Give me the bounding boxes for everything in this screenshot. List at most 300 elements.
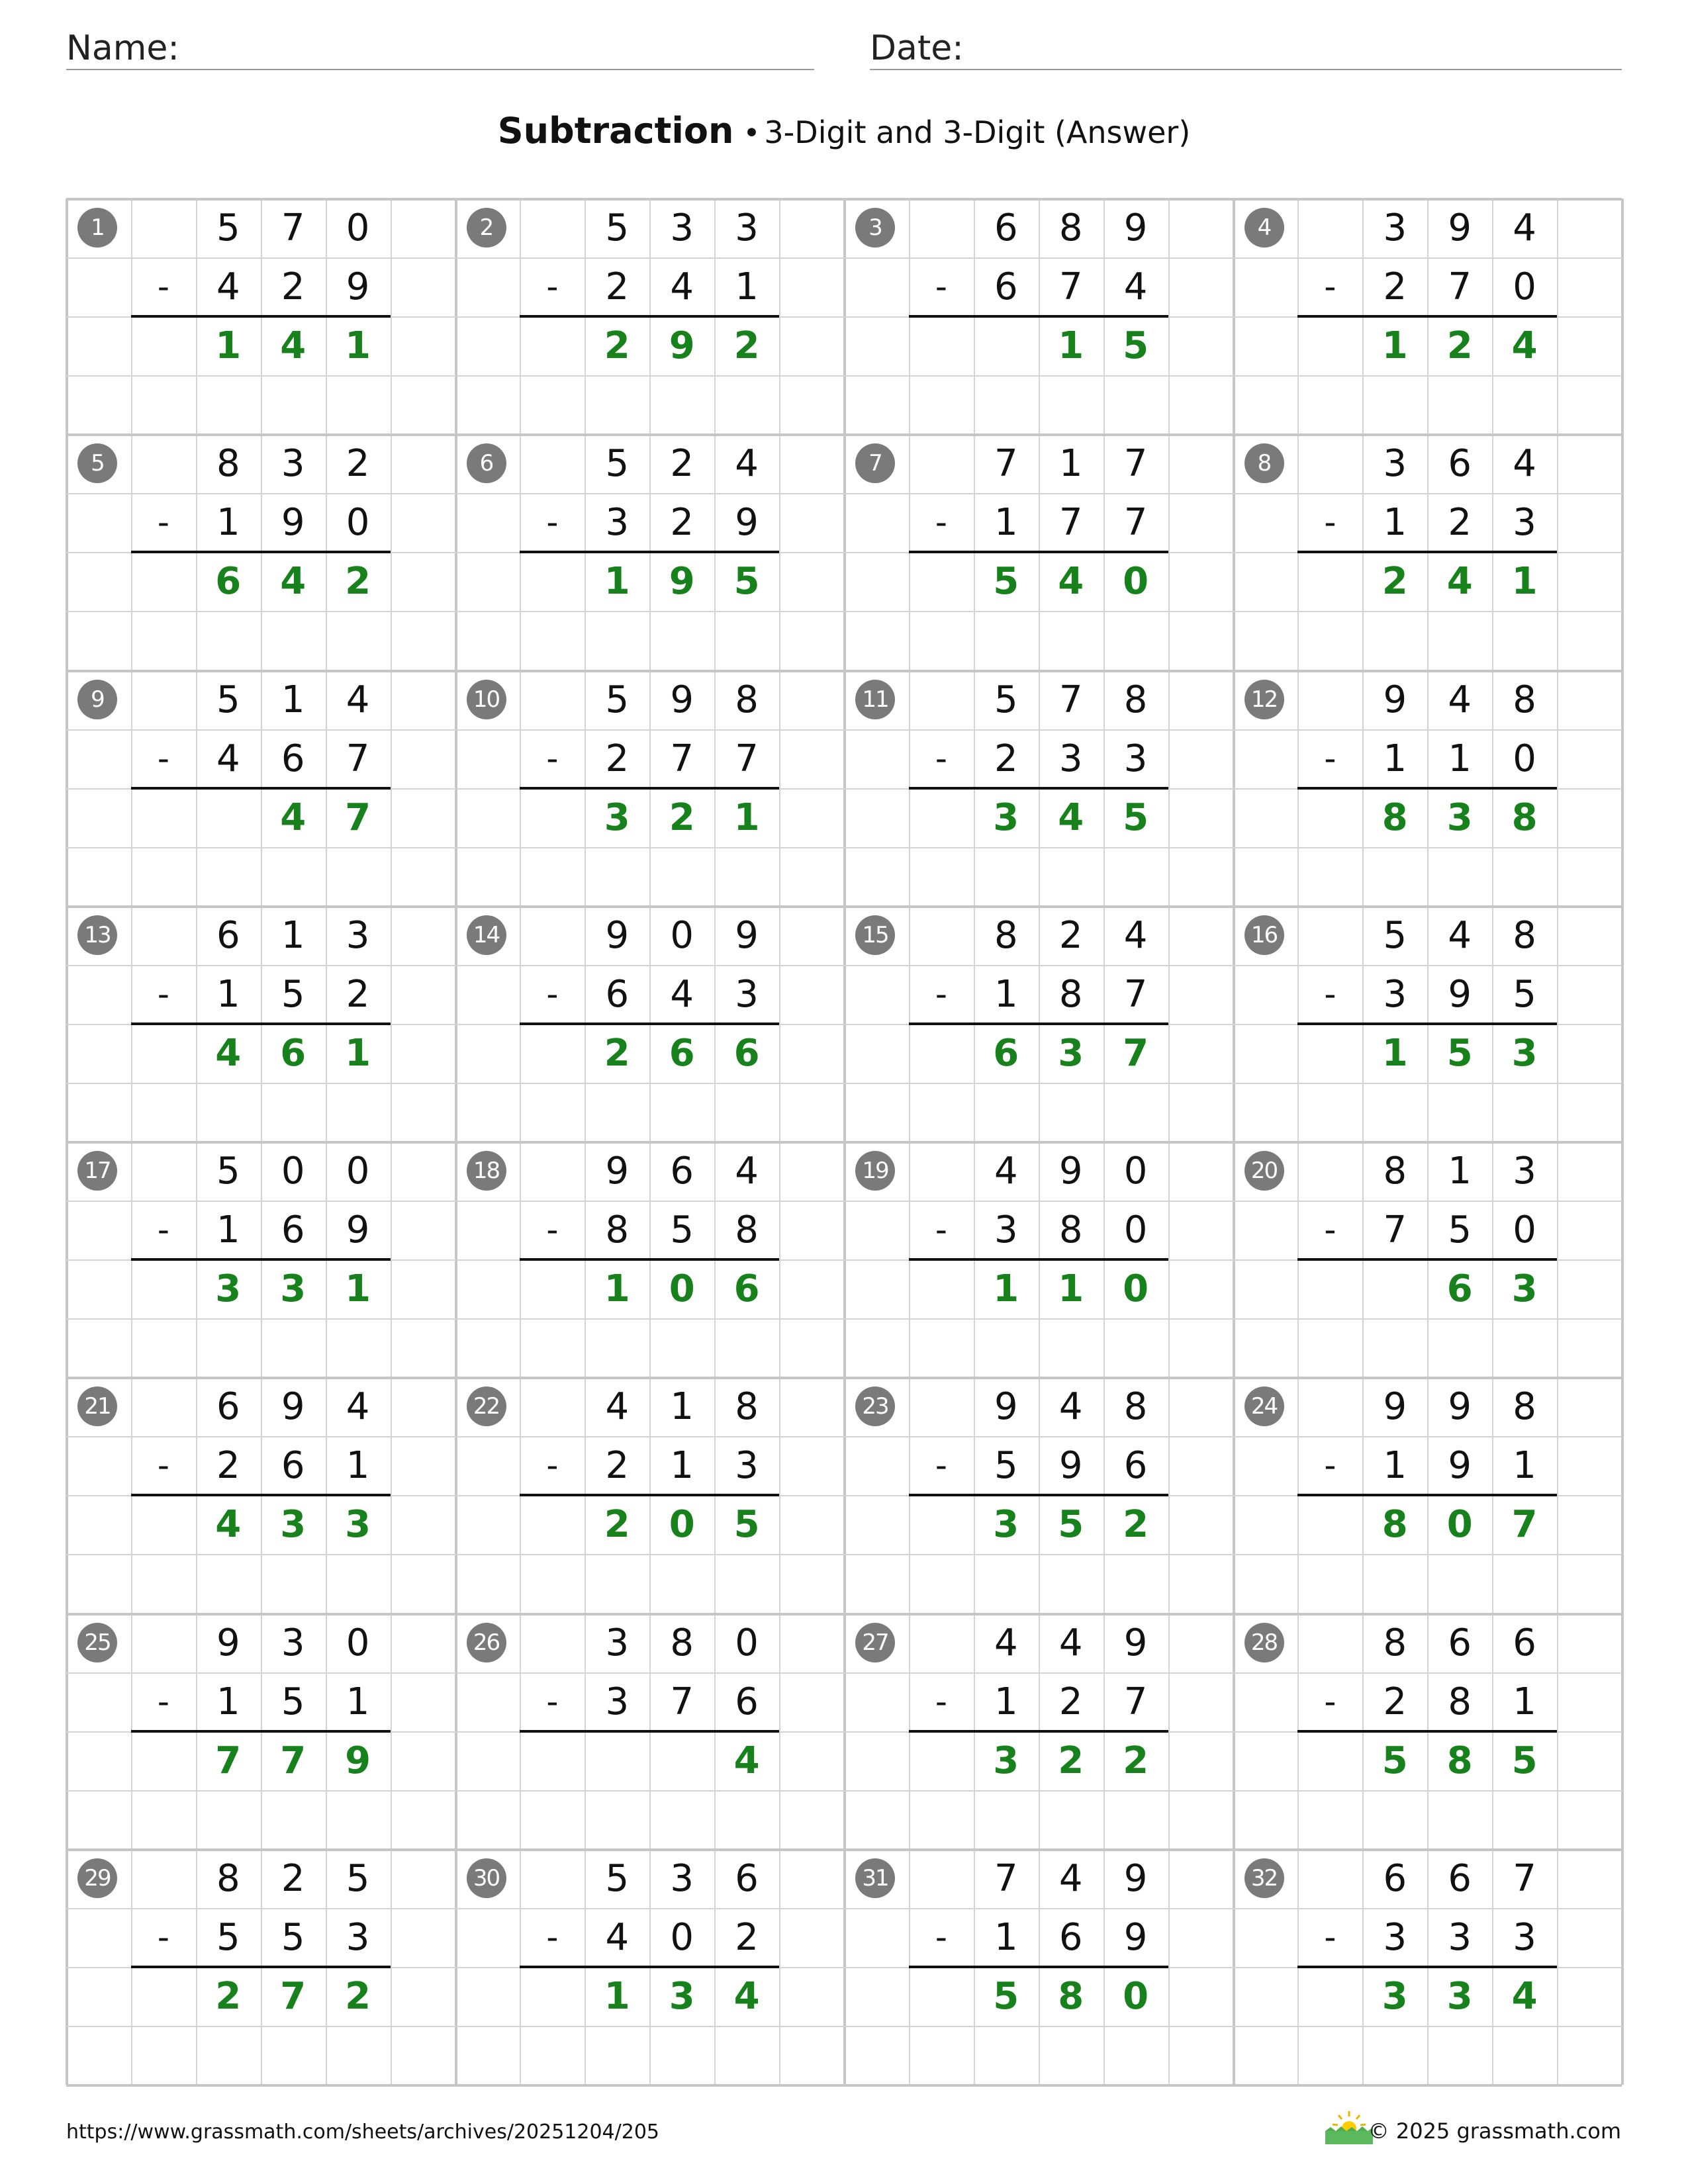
subtrahend-digit: 3 — [735, 1444, 759, 1488]
problem-number-badge: 24 — [1244, 1387, 1284, 1426]
subtrahend-digit: 2 — [1383, 1680, 1407, 1723]
subtrahend-digit: 3 — [605, 1680, 630, 1723]
subtrahend-digit: 1 — [216, 1208, 240, 1252]
problem-number-badge: 29 — [77, 1858, 117, 1898]
minuend-digit: 6 — [1448, 1621, 1472, 1664]
minuend-digit: 8 — [1383, 1150, 1407, 1193]
answer-digit: 0 — [1446, 1503, 1473, 1547]
problem — [1233, 670, 1622, 906]
minuend-digit: 9 — [735, 913, 759, 957]
subtrahend-digit: 8 — [1058, 1208, 1083, 1252]
subtrahend-digit: 9 — [1448, 972, 1472, 1016]
answer-digit: 1 — [993, 1267, 1019, 1311]
minuend-digit: 4 — [1058, 1385, 1083, 1429]
problem-number-badge: 31 — [855, 1858, 895, 1898]
answer-digit: 3 — [1382, 1974, 1408, 2018]
answer-digit: 4 — [280, 324, 306, 368]
minus-sign: - — [157, 267, 169, 306]
footer-copyright: © 2025 grassmath.com — [1368, 2118, 1621, 2144]
subtrahend-digit: 5 — [281, 1680, 305, 1723]
subtrahend-digit: 5 — [670, 1208, 694, 1252]
answer-digit: 1 — [1382, 1031, 1408, 1075]
minuend-digit: 0 — [670, 913, 694, 957]
minuend-digit: 8 — [1383, 1621, 1407, 1664]
minus-sign: - — [935, 1917, 947, 1956]
problem — [455, 1377, 845, 1613]
subtrahend-digit: 1 — [346, 1444, 370, 1488]
minus-sign: - — [1324, 503, 1336, 542]
subtrahend-digit: 9 — [346, 265, 370, 309]
subtrahend-digit: 3 — [605, 501, 630, 545]
answer-digit: 0 — [1123, 1267, 1149, 1311]
problem — [844, 1849, 1233, 2085]
minuend-digit: 2 — [281, 1856, 305, 1900]
subtrahend-digit: 4 — [670, 265, 694, 309]
minus-sign: - — [1324, 1682, 1336, 1721]
subtrahend-digit: 7 — [735, 737, 759, 780]
minuend-digit: 0 — [735, 1621, 759, 1664]
minus-sign: - — [157, 974, 169, 1013]
problem — [66, 1614, 455, 1849]
answer-digit: 0 — [1123, 560, 1149, 604]
subtrahend-digit: 2 — [1448, 501, 1472, 545]
minuend-digit: 3 — [670, 206, 694, 250]
minus-sign: - — [157, 503, 169, 542]
answer-digit: 3 — [993, 796, 1019, 839]
name-line[interactable] — [66, 69, 814, 70]
minuend-digit: 9 — [1058, 1150, 1083, 1193]
name-label: Name: — [66, 28, 179, 68]
minuend-digit: 4 — [1058, 1621, 1083, 1664]
minuend-digit: 3 — [1513, 1150, 1536, 1193]
answer-digit: 2 — [1123, 1503, 1149, 1547]
problem — [455, 670, 845, 906]
answer-digit: 6 — [280, 1031, 306, 1075]
answer-digit: 4 — [215, 1031, 242, 1075]
answer-digit: 1 — [345, 1267, 371, 1311]
answer-digit: 4 — [1511, 1974, 1538, 2018]
problem — [844, 199, 1233, 434]
problem-number-badge: 30 — [467, 1858, 506, 1898]
subtrahend-digit: 6 — [281, 1208, 305, 1252]
answer-digit: 5 — [1511, 1739, 1538, 1782]
problem — [844, 670, 1233, 906]
answer-digit: 0 — [669, 1267, 695, 1311]
minuend-digit: 6 — [1448, 442, 1472, 486]
minuend-digit: 9 — [670, 678, 694, 721]
minuend-digit: 4 — [1513, 206, 1536, 250]
subtrahend-digit: 4 — [670, 972, 694, 1016]
minuend-digit: 6 — [1448, 1856, 1472, 1900]
answer-digit: 3 — [215, 1267, 242, 1311]
problem-number-badge: 23 — [855, 1387, 895, 1426]
subtrahend-digit: 7 — [1383, 1208, 1407, 1252]
subtrahend-digit: 2 — [605, 737, 630, 780]
footer-url: https://www.grassmath.com/sheets/archives/20251204/205 — [66, 2120, 660, 2144]
answer-digit: 3 — [993, 1739, 1019, 1782]
answer-digit: 2 — [669, 796, 695, 839]
subtrahend-digit: 7 — [1058, 265, 1083, 309]
subtrahend-digit: 8 — [735, 1208, 759, 1252]
problem-number-badge: 21 — [77, 1387, 117, 1426]
minus-sign: - — [935, 267, 947, 306]
minuend-digit: 4 — [605, 1385, 630, 1429]
subtrahend-digit: 1 — [1383, 501, 1407, 545]
subtrahend-digit: 3 — [1383, 1915, 1407, 1959]
minus-sign: - — [157, 1446, 169, 1485]
answer-digit: 2 — [1382, 560, 1408, 604]
subtrahend-digit: 2 — [605, 1444, 630, 1488]
sun-grass-logo-icon — [1324, 2109, 1374, 2146]
problem-number-badge: 7 — [855, 443, 895, 483]
answer-digit: 2 — [604, 324, 630, 368]
answer-digit: 4 — [733, 1974, 760, 2018]
problem-number-badge: 3 — [855, 208, 895, 248]
subtrahend-digit: 5 — [1513, 972, 1536, 1016]
minuend-digit: 4 — [346, 678, 370, 721]
minuend-digit: 3 — [1383, 206, 1407, 250]
minuend-digit: 6 — [1513, 1621, 1536, 1664]
minuend-digit: 8 — [1513, 913, 1536, 957]
minuend-digit: 8 — [216, 442, 240, 486]
answer-digit: 1 — [604, 1267, 630, 1311]
minuend-digit: 0 — [346, 206, 370, 250]
answer-digit: 1 — [604, 560, 630, 604]
problem — [1233, 434, 1622, 670]
answer-digit: 7 — [215, 1739, 242, 1782]
subtrahend-digit: 8 — [605, 1208, 630, 1252]
problem — [1233, 199, 1622, 434]
answer-digit: 7 — [1511, 1503, 1538, 1547]
problem — [66, 906, 455, 1142]
minuend-digit: 1 — [670, 1385, 694, 1429]
answer-digit: 7 — [345, 796, 371, 839]
answer-digit: 2 — [1058, 1739, 1084, 1782]
problem-number-badge: 26 — [467, 1623, 506, 1662]
minuend-digit: 4 — [735, 1150, 759, 1193]
answer-digit: 3 — [993, 1503, 1019, 1547]
subtrahend-digit: 2 — [994, 737, 1018, 780]
problem — [1233, 1849, 1622, 2085]
subtrahend-digit: 3 — [346, 1915, 370, 1959]
subtrahend-digit: 9 — [281, 501, 305, 545]
subtrahend-digit: 6 — [281, 737, 305, 780]
subtrahend-digit: 9 — [1058, 1444, 1083, 1488]
minuend-digit: 6 — [216, 1385, 240, 1429]
minus-sign: - — [546, 1917, 559, 1956]
minus-sign: - — [157, 1210, 169, 1249]
date-label: Date: — [870, 28, 964, 68]
subtrahend-digit: 3 — [1058, 737, 1083, 780]
minus-sign: - — [157, 1682, 169, 1721]
minuend-digit: 6 — [1383, 1856, 1407, 1900]
minus-sign: - — [1324, 974, 1336, 1013]
minus-sign: - — [1324, 1210, 1336, 1249]
answer-digit: 2 — [604, 1503, 630, 1547]
problem-number-badge: 32 — [1244, 1858, 1284, 1898]
problem-number-badge: 15 — [855, 915, 895, 955]
minus-sign: - — [935, 974, 947, 1013]
subtrahend-digit: 8 — [1448, 1680, 1472, 1723]
minuend-digit: 5 — [605, 1856, 630, 1900]
minuend-digit: 4 — [1513, 442, 1536, 486]
answer-digit: 6 — [1446, 1267, 1473, 1311]
answer-digit: 3 — [345, 1503, 371, 1547]
subtrahend-digit: 2 — [735, 1915, 759, 1959]
minuend-digit: 5 — [346, 1856, 370, 1900]
problem-number-badge: 27 — [855, 1623, 895, 1662]
problem-number-badge: 5 — [77, 443, 117, 483]
minuend-digit: 1 — [281, 678, 305, 721]
subtrahend-digit: 7 — [1123, 1680, 1148, 1723]
subtrahend-digit: 0 — [1123, 1208, 1148, 1252]
subtrahend-digit: 0 — [1513, 737, 1536, 780]
minus-sign: - — [546, 1682, 559, 1721]
subtrahend-digit: 1 — [670, 1444, 694, 1488]
minuend-digit: 1 — [1058, 442, 1083, 486]
problem — [66, 670, 455, 906]
minus-sign: - — [1324, 267, 1336, 306]
problem-number-badge: 16 — [1244, 915, 1284, 955]
minuend-digit: 4 — [1448, 913, 1472, 957]
subtrahend-digit: 1 — [1383, 1444, 1407, 1488]
minuend-digit: 9 — [1383, 678, 1407, 721]
problem — [455, 1849, 845, 2085]
subtrahend-digit: 1 — [1448, 737, 1472, 780]
answer-digit: 3 — [280, 1267, 306, 1311]
minuend-digit: 9 — [994, 1385, 1018, 1429]
answer-digit: 5 — [1123, 324, 1149, 368]
problem — [455, 1614, 845, 1849]
subtrahend-digit: 1 — [994, 1680, 1018, 1723]
problem — [844, 1614, 1233, 1849]
problem — [66, 1377, 455, 1613]
subtrahend-digit: 9 — [1448, 1444, 1472, 1488]
answer-digit: 4 — [1511, 324, 1538, 368]
minuend-digit: 7 — [1123, 442, 1148, 486]
minuend-digit: 4 — [1123, 913, 1148, 957]
subtrahend-digit: 1 — [1513, 1680, 1536, 1723]
answer-digit: 8 — [1058, 1974, 1084, 2018]
answer-digit: 8 — [1382, 796, 1408, 839]
answer-digit: 2 — [1123, 1739, 1149, 1782]
subtrahend-digit: 6 — [605, 972, 630, 1016]
minuend-digit: 9 — [1123, 206, 1148, 250]
minus-sign: - — [1324, 1917, 1336, 1956]
subtrahend-digit: 7 — [346, 737, 370, 780]
worksheet-title — [0, 105, 1688, 160]
problem — [66, 434, 455, 670]
subtrahend-digit: 6 — [1058, 1915, 1083, 1959]
subtrahend-digit: 5 — [1448, 1208, 1472, 1252]
problem — [66, 1142, 455, 1377]
minus-sign: - — [935, 739, 947, 778]
subtrahend-digit: 1 — [216, 972, 240, 1016]
minuend-digit: 3 — [281, 442, 305, 486]
answer-digit: 1 — [1058, 1267, 1084, 1311]
minuend-digit: 4 — [346, 1385, 370, 1429]
answer-digit: 1 — [345, 1031, 371, 1075]
minuend-digit: 9 — [1123, 1621, 1148, 1664]
problem-number-badge: 2 — [467, 208, 506, 248]
minuend-digit: 9 — [216, 1621, 240, 1664]
minuend-digit: 8 — [994, 913, 1018, 957]
problem-grid — [66, 199, 1622, 2085]
answer-digit: 2 — [215, 1974, 242, 2018]
minus-sign: - — [935, 1682, 947, 1721]
minuend-digit: 3 — [735, 206, 759, 250]
title-main: Subtraction — [497, 110, 734, 152]
minuend-digit: 9 — [1123, 1856, 1148, 1900]
minuend-digit: 7 — [994, 1856, 1018, 1900]
date-line[interactable] — [870, 69, 1622, 70]
minuend-digit: 5 — [216, 678, 240, 721]
answer-digit: 3 — [1446, 1974, 1473, 2018]
minus-sign: - — [546, 739, 559, 778]
problem — [455, 434, 845, 670]
minuend-digit: 5 — [1383, 913, 1407, 957]
minuend-digit: 8 — [670, 1621, 694, 1664]
subtrahend-digit: 1 — [735, 265, 759, 309]
minuend-digit: 9 — [281, 1385, 305, 1429]
subtrahend-digit: 5 — [216, 1915, 240, 1959]
answer-digit: 1 — [1382, 324, 1408, 368]
subtrahend-digit: 0 — [1513, 265, 1536, 309]
minuend-digit: 4 — [1058, 1856, 1083, 1900]
answer-digit: 5 — [733, 1503, 760, 1547]
subtrahend-digit: 1 — [216, 1680, 240, 1723]
minuend-digit: 9 — [1448, 206, 1472, 250]
minuend-digit: 7 — [281, 206, 305, 250]
subtrahend-digit: 7 — [1123, 972, 1148, 1016]
answer-digit: 5 — [1382, 1739, 1408, 1782]
minuend-digit: 9 — [1448, 1385, 1472, 1429]
subtrahend-digit: 2 — [216, 1444, 240, 1488]
minuend-digit: 5 — [216, 206, 240, 250]
minuend-digit: 8 — [216, 1856, 240, 1900]
minuend-digit: 4 — [994, 1150, 1018, 1193]
answer-digit: 0 — [1123, 1974, 1149, 2018]
answer-digit: 5 — [993, 560, 1019, 604]
answer-digit: 4 — [1058, 796, 1084, 839]
minuend-digit: 8 — [735, 1385, 759, 1429]
subtrahend-digit: 4 — [216, 737, 240, 780]
answer-digit: 8 — [1446, 1739, 1473, 1782]
answer-digit: 3 — [1511, 1031, 1538, 1075]
subtrahend-digit: 3 — [1123, 737, 1148, 780]
problem — [844, 434, 1233, 670]
answer-digit: 3 — [1511, 1267, 1538, 1311]
problem — [455, 199, 845, 434]
minuend-digit: 5 — [605, 442, 630, 486]
minus-sign: - — [1324, 739, 1336, 778]
minus-sign: - — [157, 1917, 169, 1956]
answer-digit: 1 — [1511, 560, 1538, 604]
subtrahend-digit: 1 — [346, 1680, 370, 1723]
minuend-digit: 9 — [605, 1150, 630, 1193]
subtrahend-digit: 3 — [735, 972, 759, 1016]
minuend-digit: 5 — [994, 678, 1018, 721]
minus-sign: - — [546, 503, 559, 542]
minuend-digit: 3 — [346, 913, 370, 957]
minus-sign: - — [935, 503, 947, 542]
problem-number-badge: 22 — [467, 1387, 506, 1426]
subtrahend-digit: 1 — [216, 501, 240, 545]
problem — [844, 906, 1233, 1142]
problem-number-badge: 9 — [77, 680, 117, 719]
subtrahend-digit: 2 — [670, 501, 694, 545]
subtrahend-digit: 7 — [670, 1680, 694, 1723]
minuend-digit: 0 — [346, 1621, 370, 1664]
subtrahend-digit: 7 — [1123, 501, 1148, 545]
problem-number-badge: 19 — [855, 1151, 895, 1191]
subtrahend-digit: 0 — [670, 1915, 694, 1959]
answer-digit: 1 — [604, 1974, 630, 2018]
problem-number-badge: 8 — [1244, 443, 1284, 483]
subtrahend-digit: 7 — [1058, 501, 1083, 545]
answer-digit: 6 — [733, 1031, 760, 1075]
subtrahend-digit: 3 — [994, 1208, 1018, 1252]
minus-sign: - — [1324, 1446, 1336, 1485]
subtrahend-digit: 4 — [216, 265, 240, 309]
subtrahend-digit: 6 — [735, 1680, 759, 1723]
subtrahend-digit: 1 — [994, 501, 1018, 545]
minuend-digit: 6 — [216, 913, 240, 957]
minuend-digit: 6 — [994, 206, 1018, 250]
answer-digit: 7 — [280, 1739, 306, 1782]
minuend-digit: 3 — [281, 1621, 305, 1664]
answer-digit: 2 — [1446, 324, 1473, 368]
answer-digit: 4 — [733, 1739, 760, 1782]
subtrahend-digit: 9 — [735, 501, 759, 545]
subtrahend-digit: 3 — [1513, 501, 1536, 545]
answer-digit: 3 — [1446, 796, 1473, 839]
minuend-digit: 2 — [346, 442, 370, 486]
answer-digit: 3 — [280, 1503, 306, 1547]
answer-digit: 3 — [1058, 1031, 1084, 1075]
problem — [1233, 906, 1622, 1142]
subtrahend-digit: 6 — [1123, 1444, 1148, 1488]
answer-digit: 5 — [1058, 1503, 1084, 1547]
minus-sign: - — [935, 1210, 947, 1249]
minuend-digit: 2 — [1058, 913, 1083, 957]
problem-number-badge: 18 — [467, 1151, 506, 1191]
problem-number-badge: 17 — [77, 1151, 117, 1191]
subtrahend-digit: 0 — [1513, 1208, 1536, 1252]
problem — [1233, 1142, 1622, 1377]
answer-digit: 0 — [669, 1503, 695, 1547]
minuend-digit: 7 — [1513, 1856, 1536, 1900]
problem-number-badge: 1 — [77, 208, 117, 248]
subtrahend-digit: 1 — [994, 1915, 1018, 1959]
answer-digit: 5 — [993, 1974, 1019, 2018]
problem — [455, 906, 845, 1142]
problem-number-badge: 4 — [1244, 208, 1284, 248]
answer-digit: 4 — [280, 560, 306, 604]
minuend-digit: 9 — [605, 913, 630, 957]
minus-sign: - — [935, 1446, 947, 1485]
minuend-digit: 6 — [670, 1150, 694, 1193]
problem — [66, 1849, 455, 2085]
minus-sign: - — [546, 974, 559, 1013]
problem-number-badge: 11 — [855, 680, 895, 719]
answer-digit: 8 — [1511, 796, 1538, 839]
problem-number-badge: 12 — [1244, 680, 1284, 719]
minuend-digit: 5 — [605, 206, 630, 250]
minuend-digit: 3 — [670, 1856, 694, 1900]
answer-digit: 5 — [1446, 1031, 1473, 1075]
problem — [844, 1142, 1233, 1377]
